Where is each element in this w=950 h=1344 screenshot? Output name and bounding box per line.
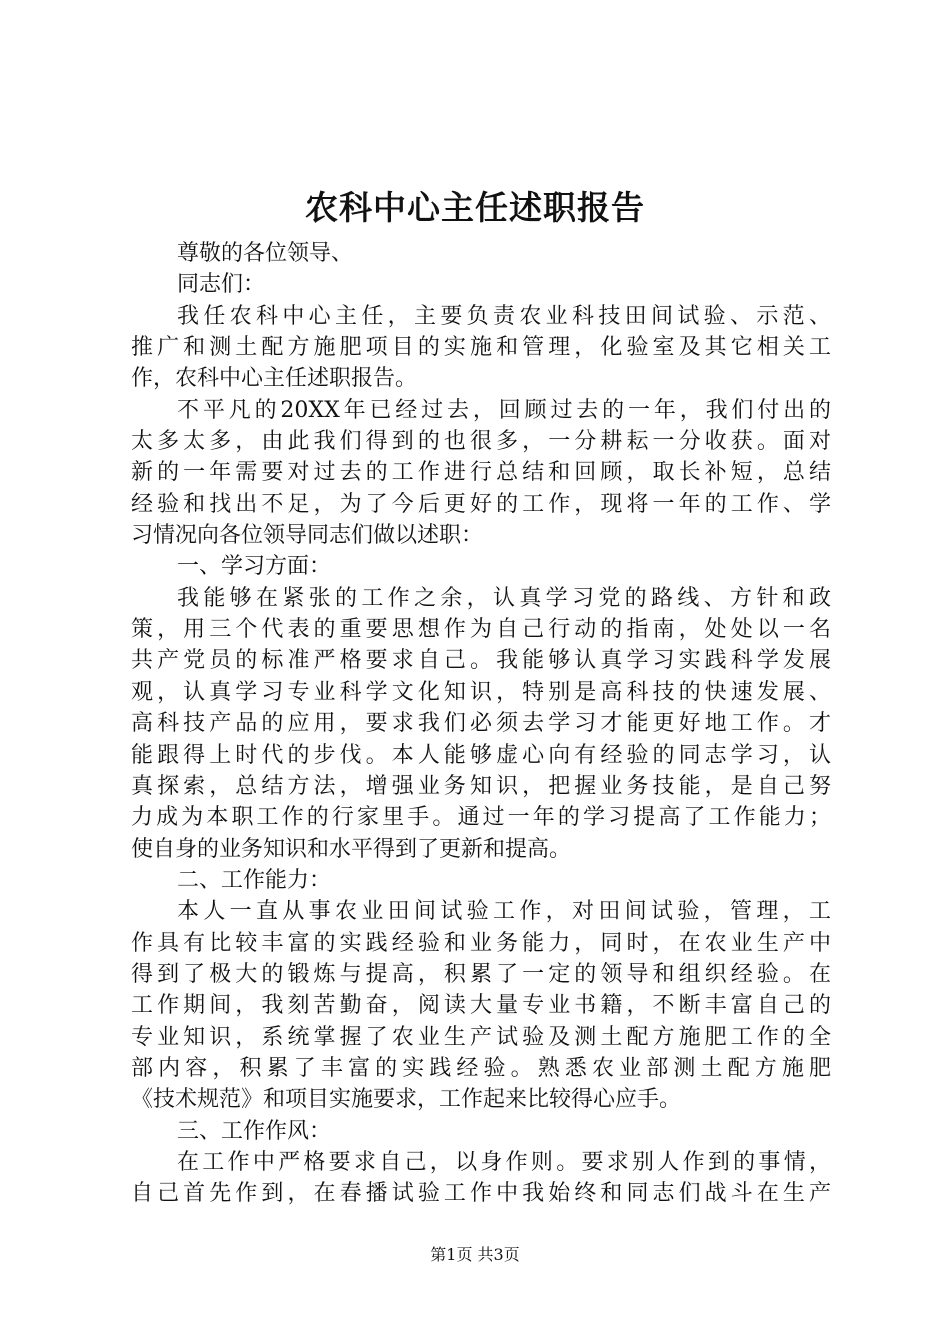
document-title: 农科中心主任述职报告 [305,188,645,227]
salutation-line: 同志们： [177,272,266,298]
paragraph-line: 新的一年需要对过去的工作进行总结和回顾，取长补短，总结 [131,460,831,486]
paragraph-line: 推广和测土配方施肥项目的实施和管理，化验室及其它相关工 [131,335,831,361]
page-number-footer: 第1页 共3页 [430,1245,520,1264]
document-body [131,238,831,1210]
paragraph-line: 作具有比较丰富的实践经验和业务能力，同时，在农业生产中 [131,930,831,956]
paragraph-line: 高科技产品的应用，要求我们必须去学习才能更好地工作。才 [131,711,831,737]
section-heading: 二、工作能力： [177,867,332,893]
paragraph-line: 作，农科中心主任述职报告。 [131,366,418,392]
paragraph-line: 在工作中严格要求自己，以身作则。要求别人作到的事情， [177,1149,831,1175]
paragraph-line: 观，认真学习专业科学文化知识，特别是高科技的快速发展、 [131,679,831,705]
paragraph-line: 部内容，积累了丰富的实践经验。熟悉农业部测土配方施肥 [131,1055,831,1081]
paragraph-line: 我能够在紧张的工作之余，认真学习党的路线、方针和政 [177,585,831,611]
paragraph-line: 力成为本职工作的行家里手。通过一年的学习提高了工作能力； [131,805,831,831]
paragraph-line: 专业知识，系统掌握了农业生产试验及测土配方施肥工作的全 [131,1024,831,1050]
paragraph-line: 策，用三个代表的重要思想作为自己行动的指南，处处以一名 [131,617,831,643]
section-heading: 一、学习方面： [177,554,332,580]
paragraph-line: 《技术规范》和项目实施要求，工作起来比较得心应手。 [131,1087,682,1113]
paragraph-line: 工作期间，我刻苦勤奋，阅读大量专业书籍，不断丰富自己的 [131,993,831,1019]
paragraph-line: 共产党员的标准严格要求自己。我能够认真学习实践科学发展 [131,648,831,674]
paragraph-line: 真探索，总结方法，增强业务知识，把握业务技能，是自己努 [131,773,831,799]
paragraph-line: 能跟得上时代的步伐。本人能够虚心向有经验的同志学习，认 [131,742,831,768]
paragraph-line: 得到了极大的锻炼与提高，积累了一定的领导和组织经验。在 [131,961,831,987]
paragraph-line: 使自身的业务知识和水平得到了更新和提高。 [131,836,572,862]
paragraph-line: 经验和找出不足，为了今后更好的工作，现将一年的工作、学 [131,491,831,517]
section-heading: 三、工作作风： [177,1118,332,1144]
paragraph-line: 我任农科中心主任，主要负责农业科技田间试验、示范、 [177,303,831,329]
paragraph-line: 习情况向各位领导同志们做以述职： [131,523,484,549]
paragraph-line: 本人一直从事农业田间试验工作，对田间试验，管理，工 [177,899,831,925]
paragraph-line: 太多太多，由此我们得到的也很多，一分耕耘一分收获。面对 [131,429,831,455]
salutation-line: 尊敬的各位领导、 [177,241,354,266]
paragraph-line: 自己首先作到，在春播试验工作中我始终和同志们战斗在生产 [131,1181,831,1207]
paragraph-line: 不平凡的20XX年已经过去，回顾过去的一年，我们付出的 [177,397,831,423]
